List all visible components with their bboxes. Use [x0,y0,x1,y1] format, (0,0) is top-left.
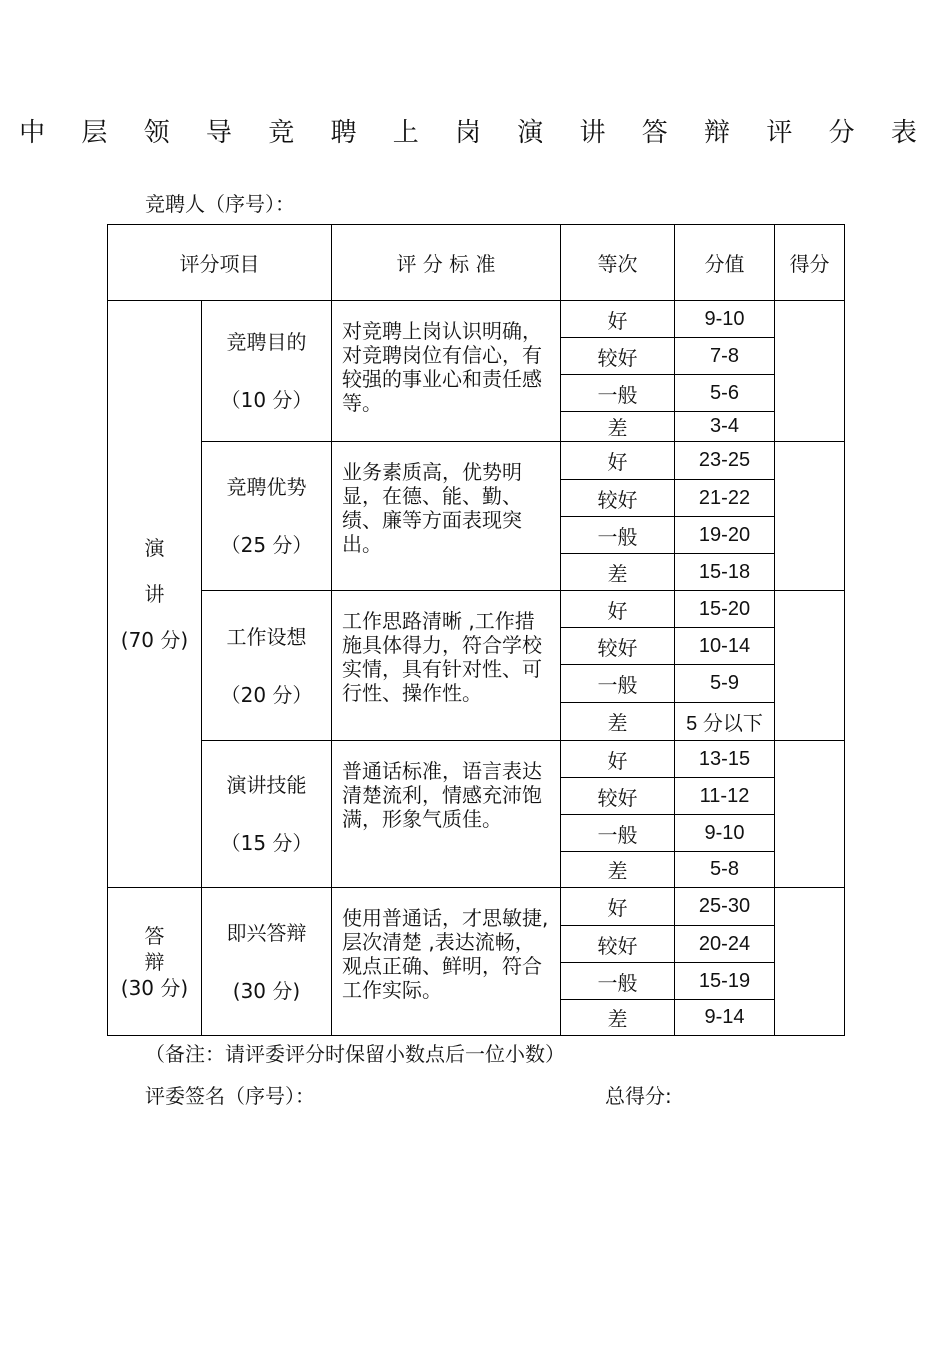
value-cell: 3-4 [675,412,775,442]
category-defense-line3: (30 分) [120,975,189,1000]
scoring-table [107,224,845,1036]
table-row [108,741,845,778]
level-cell: 好 [561,741,675,778]
level-cell: 一般 [561,963,675,1000]
item-cell [202,591,332,741]
value-cell: 5-9 [675,665,775,703]
value-cell: 5 分以下 [675,703,775,741]
item-points: (30 分) [232,978,301,1003]
item-criteria: 使用普通话，才思敏捷,层次清楚 ,表达流畅，观点正确、鲜明，符合工作实际。 [332,888,561,1036]
level-cell: 差 [561,703,675,741]
remark-note: （备注：请评委评分时保留小数点后一位小数） [145,1042,565,1066]
value-cell: 9-10 [675,301,775,338]
header-level: 等次 [561,225,675,301]
item-criteria: 业务素质高，优势明显，在德、能、勤、绩、廉等方面表现突出。 [332,442,561,591]
value-cell: 19-20 [675,517,775,554]
level-cell: 较好 [561,628,675,665]
item-points: （15 分） [220,831,313,855]
level-cell: 差 [561,412,675,442]
level-cell: 好 [561,888,675,926]
table-row [108,301,845,338]
score-cell[interactable] [775,301,845,442]
item-name: 演讲技能 [226,773,307,797]
judge-signature-label: 评委签名（序号）： [145,1084,315,1108]
value-cell: 9-14 [675,1000,775,1036]
score-cell[interactable] [775,442,845,591]
item-criteria: 工作思路清晰 ,工作措施具体得力，符合学校实情，具有针对性、可行性、操作性。 [332,591,561,741]
level-cell: 一般 [561,517,675,554]
level-cell: 较好 [561,338,675,375]
table-row [108,442,845,480]
level-cell: 一般 [561,375,675,412]
header-row [108,225,845,301]
value-cell: 7-8 [675,338,775,375]
value-cell: 11-12 [675,778,775,815]
value-cell: 25-30 [675,888,775,926]
item-criteria: 对竞聘上岗认识明确，对竞聘岗位有信心，有较强的事业心和责任感等。 [332,301,561,442]
level-cell: 差 [561,554,675,591]
item-name: 竞聘目的 [226,330,307,354]
item-points: （25 分） [220,533,313,557]
category-defense-line1: 答 [144,923,165,948]
total-score-label: 总得分: [605,1084,672,1108]
item-name: 竞聘优势 [226,475,307,499]
value-cell: 23-25 [675,442,775,480]
score-cell[interactable] [775,741,845,888]
item-cell [202,888,332,1036]
item-points: （10 分） [220,388,313,412]
header-score: 得分 [775,225,845,301]
page-title: 中 层 领 导 竞 聘 上 岗 演 讲 答 辩 评 分 表 [19,118,931,148]
value-cell: 10-14 [675,628,775,665]
level-cell: 一般 [561,815,675,852]
score-cell[interactable] [775,591,845,741]
value-cell: 15-20 [675,591,775,628]
item-cell [202,442,332,591]
category-defense [108,888,202,1036]
level-cell: 较好 [561,480,675,517]
header-criteria: 评 分 标 准 [332,225,561,301]
level-cell: 好 [561,591,675,628]
item-cell [202,741,332,888]
item-points: （20 分） [220,682,313,707]
score-cell[interactable] [775,888,845,1036]
value-cell: 9-10 [675,815,775,852]
category-speech-line2: 讲 [144,582,165,606]
header-item: 评分项目 [108,225,332,301]
table-row [108,591,845,628]
category-speech [108,301,202,888]
header-value: 分值 [675,225,775,301]
value-cell: 5-8 [675,852,775,888]
value-cell: 20-24 [675,926,775,963]
value-cell: 15-19 [675,963,775,1000]
value-cell: 15-18 [675,554,775,591]
table-row [108,888,845,926]
value-cell: 13-15 [675,741,775,778]
level-cell: 差 [561,1000,675,1036]
item-name: 即兴答辩 [226,920,307,945]
level-cell: 较好 [561,926,675,963]
applicant-label: 竞聘人（序号）： [145,192,295,216]
value-cell: 21-22 [675,480,775,517]
level-cell: 差 [561,852,675,888]
category-speech-line3: (70 分) [120,628,189,652]
category-defense-line2: 辩 [144,949,165,974]
level-cell: 较好 [561,778,675,815]
value-cell: 5-6 [675,375,775,412]
level-cell: 好 [561,301,675,338]
level-cell: 一般 [561,665,675,703]
item-criteria: 普通话标准，语言表达清楚流利，情感充沛饱满，形象气质佳。 [332,741,561,888]
item-cell [202,301,332,442]
item-name: 工作设想 [226,624,307,649]
category-speech-line1: 演 [144,536,165,560]
level-cell: 好 [561,442,675,480]
